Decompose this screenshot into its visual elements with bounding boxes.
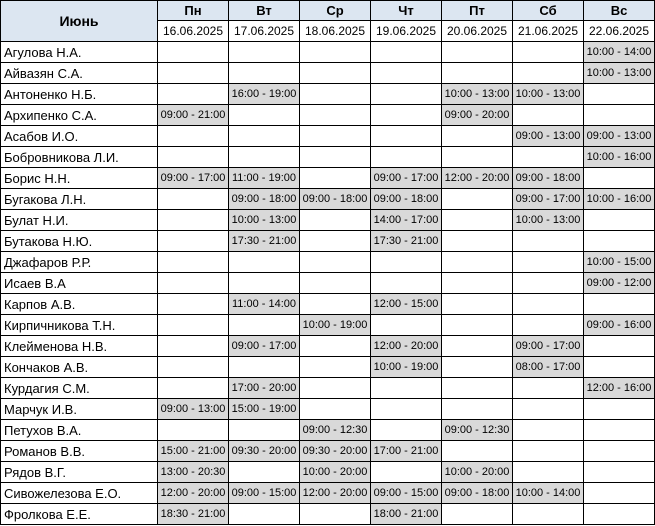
- date-header: 22.06.2025: [584, 21, 655, 42]
- empty-cell: [442, 399, 513, 420]
- shift-cell: 16:00 - 19:00: [229, 84, 300, 105]
- empty-cell: [158, 63, 229, 84]
- weekday-header: Пн: [158, 1, 229, 21]
- employee-name: Булат Н.И.: [1, 210, 158, 231]
- date-header: 16.06.2025: [158, 21, 229, 42]
- employee-name: Кончаков А.В.: [1, 357, 158, 378]
- shift-cell: 15:00 - 21:00: [158, 441, 229, 462]
- table-row: [1, 504, 655, 525]
- shift-cell: 12:00 - 20:00: [158, 483, 229, 504]
- empty-cell: [229, 63, 300, 84]
- empty-cell: [300, 84, 371, 105]
- empty-cell: [371, 399, 442, 420]
- weekday-header: Чт: [371, 1, 442, 21]
- date-header: 18.06.2025: [300, 21, 371, 42]
- table-row: [1, 273, 655, 294]
- date-header: 21.06.2025: [513, 21, 584, 42]
- shift-cell: 10:00 - 14:00: [513, 483, 584, 504]
- table-row: [1, 336, 655, 357]
- empty-cell: [229, 273, 300, 294]
- shift-cell: 10:00 - 20:00: [300, 462, 371, 483]
- empty-cell: [300, 231, 371, 252]
- table-row: [1, 231, 655, 252]
- shift-cell: 17:30 - 21:00: [229, 231, 300, 252]
- empty-cell: [158, 420, 229, 441]
- empty-cell: [513, 462, 584, 483]
- empty-cell: [300, 294, 371, 315]
- shift-cell: 09:00 - 15:00: [229, 483, 300, 504]
- employee-name: Борис Н.Н.: [1, 168, 158, 189]
- empty-cell: [584, 210, 655, 231]
- empty-cell: [158, 336, 229, 357]
- employee-name: Исаев В.А: [1, 273, 158, 294]
- empty-cell: [158, 210, 229, 231]
- empty-cell: [371, 378, 442, 399]
- shift-cell: 10:00 - 20:00: [442, 462, 513, 483]
- empty-cell: [584, 105, 655, 126]
- empty-cell: [513, 441, 584, 462]
- table-row: [1, 189, 655, 210]
- empty-cell: [442, 378, 513, 399]
- shift-cell: 10:00 - 13:00: [513, 84, 584, 105]
- empty-cell: [371, 273, 442, 294]
- table-row: [1, 42, 655, 63]
- shift-cell: 09:00 - 16:00: [584, 315, 655, 336]
- empty-cell: [584, 357, 655, 378]
- table-row: [1, 483, 655, 504]
- empty-cell: [158, 42, 229, 63]
- empty-cell: [584, 483, 655, 504]
- empty-cell: [442, 189, 513, 210]
- weekday-row: [1, 1, 655, 21]
- shift-cell: 09:00 - 17:00: [513, 189, 584, 210]
- table-row: [1, 63, 655, 84]
- employee-name: Бобровникова Л.И.: [1, 147, 158, 168]
- shift-cell: 09:30 - 20:00: [300, 441, 371, 462]
- shift-cell: 09:00 - 18:00: [442, 483, 513, 504]
- empty-cell: [300, 63, 371, 84]
- empty-cell: [513, 273, 584, 294]
- employee-name: Бугакова Л.Н.: [1, 189, 158, 210]
- empty-cell: [300, 336, 371, 357]
- employee-name: Петухов В.А.: [1, 420, 158, 441]
- empty-cell: [584, 420, 655, 441]
- employee-name: Курдагия С.М.: [1, 378, 158, 399]
- employee-name: Сивожелезова Е.О.: [1, 483, 158, 504]
- shift-cell: 09:00 - 17:00: [158, 168, 229, 189]
- empty-cell: [371, 84, 442, 105]
- shift-cell: 09:00 - 15:00: [371, 483, 442, 504]
- empty-cell: [229, 420, 300, 441]
- empty-cell: [442, 357, 513, 378]
- shift-cell: 09:00 - 13:00: [158, 399, 229, 420]
- empty-cell: [229, 504, 300, 525]
- shift-cell: 09:00 - 18:00: [513, 168, 584, 189]
- shift-cell: 17:30 - 21:00: [371, 231, 442, 252]
- table-row: [1, 294, 655, 315]
- employee-name: Фролкова Е.Е.: [1, 504, 158, 525]
- weekday-header: Пт: [442, 1, 513, 21]
- empty-cell: [442, 273, 513, 294]
- shift-cell: 12:00 - 20:00: [371, 336, 442, 357]
- shift-cell: 17:00 - 21:00: [371, 441, 442, 462]
- empty-cell: [371, 126, 442, 147]
- table-row: [1, 210, 655, 231]
- empty-cell: [158, 273, 229, 294]
- empty-cell: [300, 147, 371, 168]
- date-header: 20.06.2025: [442, 21, 513, 42]
- shift-cell: 09:00 - 13:00: [584, 126, 655, 147]
- employee-name: Джафаров Р.Р.: [1, 252, 158, 273]
- empty-cell: [513, 42, 584, 63]
- empty-cell: [229, 126, 300, 147]
- empty-cell: [584, 336, 655, 357]
- employee-name: Кирпичникова Т.Н.: [1, 315, 158, 336]
- empty-cell: [513, 420, 584, 441]
- empty-cell: [300, 399, 371, 420]
- employee-name: Клейменова Н.В.: [1, 336, 158, 357]
- empty-cell: [229, 42, 300, 63]
- empty-cell: [442, 441, 513, 462]
- table-row: [1, 105, 655, 126]
- empty-cell: [513, 315, 584, 336]
- empty-cell: [300, 252, 371, 273]
- empty-cell: [584, 504, 655, 525]
- table-row: [1, 84, 655, 105]
- empty-cell: [229, 357, 300, 378]
- shift-cell: 10:00 - 14:00: [584, 42, 655, 63]
- shift-cell: 17:00 - 20:00: [229, 378, 300, 399]
- empty-cell: [371, 63, 442, 84]
- shift-cell: 10:00 - 19:00: [300, 315, 371, 336]
- employee-name: Асабов И.О.: [1, 126, 158, 147]
- empty-cell: [300, 273, 371, 294]
- empty-cell: [513, 231, 584, 252]
- table-row: [1, 420, 655, 441]
- employee-name: Айвазян С.А.: [1, 63, 158, 84]
- weekday-header: Ср: [300, 1, 371, 21]
- empty-cell: [158, 126, 229, 147]
- shift-cell: 09:00 - 12:00: [584, 273, 655, 294]
- empty-cell: [229, 147, 300, 168]
- table-row: [1, 357, 655, 378]
- empty-cell: [513, 105, 584, 126]
- empty-cell: [442, 336, 513, 357]
- empty-cell: [513, 147, 584, 168]
- empty-cell: [513, 378, 584, 399]
- shift-cell: 09:00 - 17:00: [513, 336, 584, 357]
- empty-cell: [229, 252, 300, 273]
- empty-cell: [442, 63, 513, 84]
- employee-name: Бутакова Н.Ю.: [1, 231, 158, 252]
- employee-name: Марчук И.В.: [1, 399, 158, 420]
- table-row: [1, 462, 655, 483]
- weekday-header: Сб: [513, 1, 584, 21]
- empty-cell: [300, 357, 371, 378]
- empty-cell: [158, 294, 229, 315]
- shift-cell: 09:00 - 18:00: [229, 189, 300, 210]
- empty-cell: [371, 105, 442, 126]
- table-row: [1, 147, 655, 168]
- empty-cell: [584, 294, 655, 315]
- empty-cell: [300, 210, 371, 231]
- shift-cell: 11:00 - 19:00: [229, 168, 300, 189]
- empty-cell: [442, 210, 513, 231]
- shift-cell: 12:00 - 16:00: [584, 378, 655, 399]
- shift-cell: 08:00 - 17:00: [513, 357, 584, 378]
- weekday-header: Вт: [229, 1, 300, 21]
- shift-cell: 09:00 - 20:00: [442, 105, 513, 126]
- empty-cell: [300, 105, 371, 126]
- empty-cell: [513, 252, 584, 273]
- shift-cell: 10:00 - 13:00: [584, 63, 655, 84]
- table-row: [1, 168, 655, 189]
- table-row: [1, 315, 655, 336]
- empty-cell: [300, 126, 371, 147]
- shift-cell: 11:00 - 14:00: [229, 294, 300, 315]
- empty-cell: [371, 420, 442, 441]
- empty-cell: [371, 42, 442, 63]
- table-row: [1, 441, 655, 462]
- empty-cell: [584, 168, 655, 189]
- shift-cell: 14:00 - 17:00: [371, 210, 442, 231]
- empty-cell: [584, 84, 655, 105]
- shift-cell: 10:00 - 13:00: [513, 210, 584, 231]
- empty-cell: [300, 378, 371, 399]
- empty-cell: [158, 378, 229, 399]
- empty-cell: [513, 504, 584, 525]
- shift-cell: 10:00 - 13:00: [442, 84, 513, 105]
- empty-cell: [158, 231, 229, 252]
- date-header: 17.06.2025: [229, 21, 300, 42]
- empty-cell: [442, 147, 513, 168]
- month-label: Июнь: [1, 1, 158, 42]
- employee-name: Романов В.В.: [1, 441, 158, 462]
- shift-cell: 10:00 - 15:00: [584, 252, 655, 273]
- shift-cell: 09:00 - 12:30: [442, 420, 513, 441]
- empty-cell: [229, 462, 300, 483]
- shift-cell: 09:00 - 17:00: [229, 336, 300, 357]
- empty-cell: [513, 294, 584, 315]
- shift-cell: 13:00 - 20:30: [158, 462, 229, 483]
- employee-name: Агулова Н.А.: [1, 42, 158, 63]
- empty-cell: [442, 315, 513, 336]
- shift-cell: 09:30 - 20:00: [229, 441, 300, 462]
- empty-cell: [300, 504, 371, 525]
- weekday-header: Вс: [584, 1, 655, 21]
- empty-cell: [371, 462, 442, 483]
- date-header: 19.06.2025: [371, 21, 442, 42]
- empty-cell: [300, 168, 371, 189]
- shift-cell: 09:00 - 18:00: [300, 189, 371, 210]
- shift-cell: 10:00 - 19:00: [371, 357, 442, 378]
- empty-cell: [229, 315, 300, 336]
- table-row: [1, 252, 655, 273]
- empty-cell: [442, 231, 513, 252]
- schedule-body: [1, 42, 655, 525]
- empty-cell: [158, 147, 229, 168]
- empty-cell: [371, 147, 442, 168]
- table-row: [1, 378, 655, 399]
- empty-cell: [442, 42, 513, 63]
- empty-cell: [442, 294, 513, 315]
- empty-cell: [158, 84, 229, 105]
- shift-cell: 10:00 - 16:00: [584, 189, 655, 210]
- shift-cell: 12:00 - 20:00: [300, 483, 371, 504]
- schedule-header: [1, 1, 655, 42]
- shift-cell: 15:00 - 19:00: [229, 399, 300, 420]
- empty-cell: [584, 399, 655, 420]
- empty-cell: [371, 315, 442, 336]
- empty-cell: [158, 357, 229, 378]
- shift-cell: 10:00 - 16:00: [584, 147, 655, 168]
- shift-cell: 10:00 - 13:00: [229, 210, 300, 231]
- employee-name: Рядов В.Г.: [1, 462, 158, 483]
- shift-cell: 09:00 - 12:30: [300, 420, 371, 441]
- shift-cell: 09:00 - 13:00: [513, 126, 584, 147]
- empty-cell: [442, 126, 513, 147]
- empty-cell: [442, 504, 513, 525]
- empty-cell: [158, 315, 229, 336]
- empty-cell: [158, 252, 229, 273]
- shift-cell: 09:00 - 18:00: [371, 189, 442, 210]
- employee-name: Архипенко С.А.: [1, 105, 158, 126]
- shift-cell: 12:00 - 20:00: [442, 168, 513, 189]
- shift-cell: 09:00 - 17:00: [371, 168, 442, 189]
- shift-cell: 18:30 - 21:00: [158, 504, 229, 525]
- shift-cell: 18:00 - 21:00: [371, 504, 442, 525]
- shift-cell: 12:00 - 15:00: [371, 294, 442, 315]
- empty-cell: [229, 105, 300, 126]
- empty-cell: [584, 231, 655, 252]
- shift-cell: 09:00 - 21:00: [158, 105, 229, 126]
- employee-name: Карпов А.В.: [1, 294, 158, 315]
- empty-cell: [513, 399, 584, 420]
- employee-name: Антоненко Н.Б.: [1, 84, 158, 105]
- empty-cell: [300, 42, 371, 63]
- empty-cell: [513, 63, 584, 84]
- empty-cell: [584, 462, 655, 483]
- table-row: [1, 399, 655, 420]
- table-row: [1, 126, 655, 147]
- empty-cell: [584, 441, 655, 462]
- empty-cell: [442, 252, 513, 273]
- empty-cell: [371, 252, 442, 273]
- empty-cell: [158, 189, 229, 210]
